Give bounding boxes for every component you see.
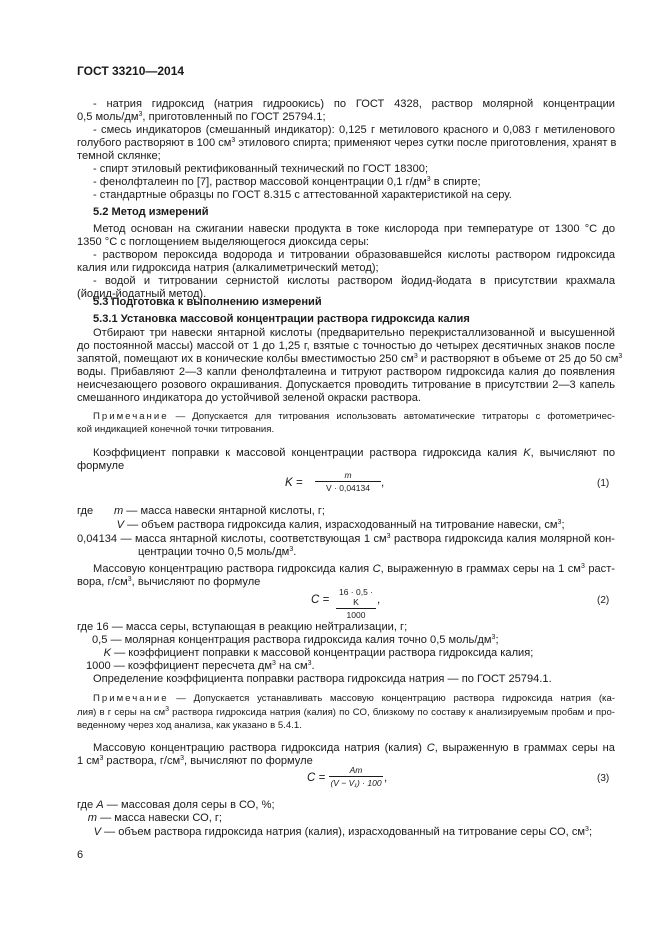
where-2-row-3: K — коэффициент поправки к массовой концентрации раствора гидроксида калия; xyxy=(103,647,534,659)
reagent-phenolphthalein: - фенолфталеин по [7], раствор массовой концентрации 0,1 $г/дм^3$ в спирте; xyxy=(93,176,481,188)
formula-1-number: (1) xyxy=(597,478,610,489)
page-header: ГОСТ 33210—2014 xyxy=(77,64,185,78)
section-5-3-1-heading: 5.3.1 Установка массовой концентрации раствора гидроксида калия xyxy=(93,313,470,325)
formula-2-tail: , xyxy=(377,594,381,606)
reagent-indicator-end: темной склянке; xyxy=(77,150,161,162)
s53-line-3: запятой, помещают их в конические колбы вместимостью 250 $см^3$ и растворяют в объеме от 25 до 50 $см^3$ xyxy=(77,353,623,365)
where-3-row-3: V — объем раствора гидроксида натрия (калия), израсходованный на титрование серы СО, $см^3$; xyxy=(93,826,593,838)
note-2-line-2: лия) в г серы на $см^3$ раствора гидроксида натрия (калия) по СО, близкому по составу к анализируемым пробам и про- xyxy=(77,706,615,718)
where-1-row-4: центрации точно 0,5 моль/$дм^3$. xyxy=(138,546,297,558)
where-2-row-1: где 16 — масса серы, вступающая в реакцию нейтрализации, г; xyxy=(77,621,408,633)
formula-1-fraction xyxy=(315,470,381,493)
where-3-row-1: где A — массовая доля серы в СО, %; xyxy=(77,799,275,811)
formula-3-lhs: C = xyxy=(307,772,326,784)
where-3-row-2: m — масса навески СО, г; xyxy=(87,812,223,824)
mass-c2-line-2: 1 $см^3$ раствора, $г/см^3$, вычисляют по формуле xyxy=(77,755,313,767)
formula-3-tail: , xyxy=(384,772,388,784)
reagent-naoh: - натрия гидроксид (натрия гидроокись) по ГОСТ 4328, раствор молярной концентрации xyxy=(93,98,615,110)
formula-1-denominator: V · 0,04134 xyxy=(315,481,381,493)
s53-line-1: Отбирают три навески янтарной кислоты (предварительно перекристаллизованной и высушенной xyxy=(93,327,615,339)
s52-line-2: 1350 °С с поглощением выделяющегося диоксида серы: xyxy=(77,236,369,248)
reagent-indicator: - смесь индикаторов (смешанный индикатор): 0,125 г метилового красного и 0,083 г метиленового xyxy=(93,124,615,136)
formula-1-numerator: m xyxy=(344,470,352,480)
formula-2-lhs: C = xyxy=(311,594,330,606)
formula-3-fraction xyxy=(329,765,383,788)
formula-1-tail: , xyxy=(381,477,385,489)
mass-c-line-1: Массовую концентрацию раствора гидроксида калия C, выраженную в граммах серы на 1 $см^3$ раст- xyxy=(93,563,616,575)
note-1-line-2: кой индикацией конечной точки титрования. xyxy=(77,424,275,435)
reagent-ethanol: - спирт этиловый ректификованный технический по ГОСТ 18300; xyxy=(93,163,429,175)
note-2-line-1: Примечание — Допускается устанавливать массовую концентрацию раствора гидроксида натрия (ка- xyxy=(93,693,615,704)
note-2-line-3: веденному через ход анализа, как указано в 5.4.1. xyxy=(77,720,302,731)
where-2-row-4: 1000 — коэффициент пересчета $дм^3$ на $см^3$. xyxy=(86,660,315,672)
section-5-3-heading: 5.3 Подготовка к выполнению измерений xyxy=(93,296,322,308)
s52-line-5: - водой и титровании сернистой кислоты раствором йодид-йодата в присутствии крахмала xyxy=(93,275,615,287)
mass-c-line-2: вора, $г/см^3$, вычисляют по формуле xyxy=(77,576,261,588)
formula-3-denominator: (V − V₁) · 100 xyxy=(330,778,382,788)
s52-line-1: Метод основан на сжигании навески продукта в токе кислорода при температуре от 1300 °С до xyxy=(93,223,615,235)
s53-line-4: воды. Прибавляют 2—3 капли фенолфталеина и титруют раствором гидроксида калия до появления xyxy=(77,366,615,378)
formula-3-numerator: Am xyxy=(349,765,363,775)
s52-line-3: - раствором пероксида водорода и титровании образовавшейся кислоты раствором гидроксида xyxy=(93,249,615,261)
formula-2-fraction xyxy=(336,587,376,620)
reagent-indicator-cont: голубого растворяют в 100 $см^3$ этилового спирта; применяют через сутки после приготовления, хранят в xyxy=(77,137,617,149)
coef-k-line-2: формуле xyxy=(77,460,125,472)
s53-line-5: неисчезающего розового окрашивания. Допускается проводить титрование в присутствии 2—3 капель xyxy=(77,379,615,391)
where-1-row-2: V — объем раствора гидроксида калия, израсходованный на титрование навески, $см^3$; xyxy=(116,519,565,531)
coef-k-line-1: Коэффициент поправки к массовой концентрации раствора гидроксида калия K, вычисляют по xyxy=(93,447,615,459)
where-2-row-2: 0,5 — молярная концентрация раствора гидроксида калия точно 0,5 моль/$дм^3$; xyxy=(92,634,499,646)
note-1-line-1: Примечание — Допускается для титрования использовать автоматические титраторы с фотометричес- xyxy=(93,411,615,422)
naoh-determination-line: Определение коэффициента поправки раствора гидроксида натрия — по ГОСТ 25794.1. xyxy=(93,673,552,685)
s52-line-4: калия или гидроксида натрия (алкалиметрический метод); xyxy=(77,262,379,274)
formula-2-numerator: 16 · 0,5 · K xyxy=(338,587,374,607)
s53-line-2: до постоянной массы) массой от 1 до 1,25 г, взятые с точностью до четырех десятичных знаков после xyxy=(77,340,615,352)
where-1-row-3: 0,04134 — масса янтарной кислоты, соответствующая 1 $см^3$ раствора гидроксида калия молярной кон- xyxy=(77,533,615,545)
formula-1-lhs: K = xyxy=(285,477,303,489)
mass-c2-line-1: Массовую концентрацию раствора гидроксида натрия (калия) C, выраженную в граммах серы на xyxy=(93,742,615,754)
page-number: 6 xyxy=(77,849,84,861)
reagent-naoh-cont: 0,5 моль/$дм^3$, приготовленный по ГОСТ 25794.1; xyxy=(77,111,326,123)
s52-line-6: (йодид-йодатный метод). xyxy=(77,288,207,300)
s53-line-6: смешанного индикатора до устойчивой зеленой окраски раствора. xyxy=(77,392,422,404)
section-5-2-heading: 5.2 Метод измерений xyxy=(93,206,209,218)
formula-2-denominator: 1000 xyxy=(336,608,376,620)
where-1-row-1: где m — масса навески янтарной кислоты, г; xyxy=(77,505,325,517)
formula-3-number: (3) xyxy=(597,773,610,784)
formula-2-number: (2) xyxy=(597,595,610,606)
reagent-standards: - стандартные образцы по ГОСТ 8.315 с аттестованной характеристикой на серу. xyxy=(93,189,512,201)
